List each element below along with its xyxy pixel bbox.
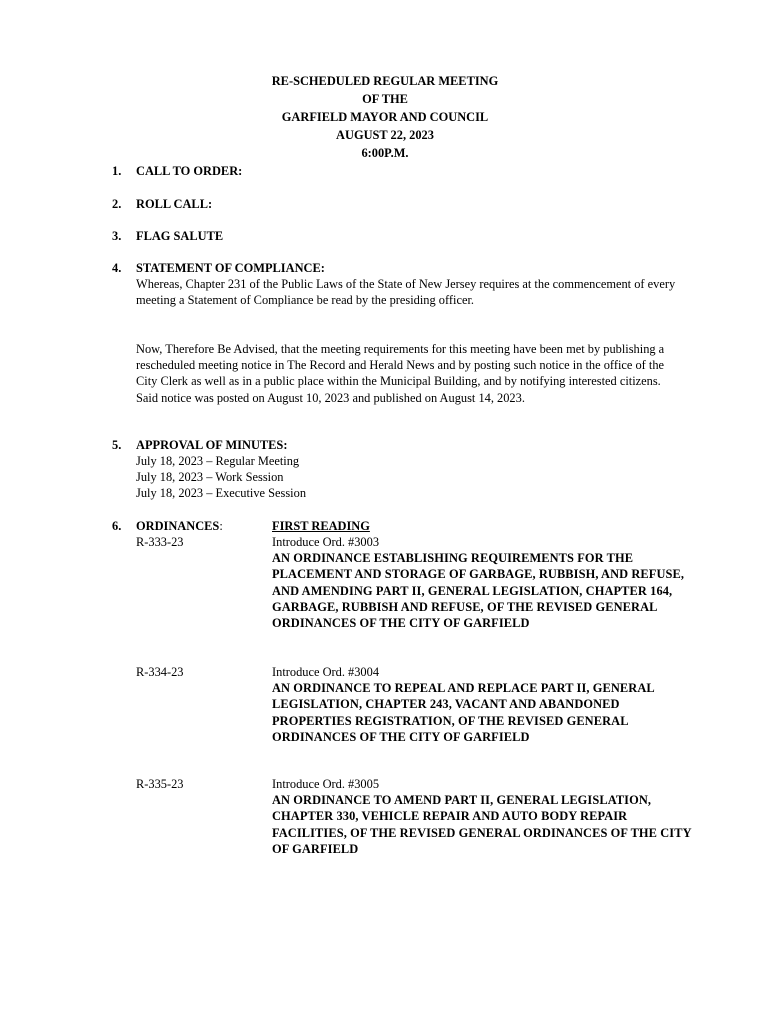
- title-colon: :: [219, 519, 223, 533]
- item-title: ORDINANCES: [136, 519, 220, 533]
- header-line-1: RE-SCHEDULED REGULAR MEETING: [271, 74, 499, 88]
- ordinance-intro: Introduce Ord. #3004: [272, 665, 380, 679]
- ordinance-intro: Introduce Ord. #3005: [272, 777, 380, 791]
- compliance-paragraph-2: Now, Therefore Be Advised, that the meeting requirements for this meeting have been met by publishing a rescheduled meeting notice in The Record and Herald News and by posting such notice in the office of the City Clerk as well as in a public place within the Municipal Building, and by notifying interested citizens. Said notice was posted on August 10, 2023 and published on August 14, 2023.: [136, 342, 665, 405]
- item-title: STATEMENT OF COMPLIANCE:: [136, 261, 325, 275]
- item-title: ROLL CALL:: [136, 197, 213, 211]
- header-line-5: 6:00P.M.: [361, 146, 409, 160]
- agenda-item-minutes: [112, 437, 287, 453]
- minutes-entry: July 18, 2023 – Regular Meeting: [136, 454, 300, 468]
- ordinance-description: [272, 776, 692, 857]
- item-number: 1.: [112, 164, 122, 178]
- item-title: APPROVAL OF MINUTES:: [136, 438, 288, 452]
- ordinance-title: AN ORDINANCE TO REPEAL AND REPLACE PART II, GENERAL LEGISLATION, CHAPTER 243, VACANT AND ABANDONED PROPERTIES REGISTRATION, OF THE REVISED GENERAL ORDINANCES OF THE CITY OF GARFIELD: [272, 681, 655, 744]
- minutes-list: [136, 453, 676, 502]
- minutes-entry: July 18, 2023 – Executive Session: [136, 486, 307, 501]
- agenda-item-flag-salute: [112, 228, 223, 244]
- compliance-paragraph-1: Whereas, Chapter 231 of the Public Laws of the State of New Jersey requires at the commencement of every meeting a Statement of Compliance be read by the presiding officer.: [136, 277, 676, 308]
- first-reading-heading: FIRST READING: [272, 519, 370, 533]
- header-line-2: OF THE: [362, 92, 408, 106]
- header-line-4: AUGUST 22, 2023: [336, 128, 434, 142]
- meeting-header: [0, 72, 770, 162]
- header-line-3: GARFIELD MAYOR AND COUNCIL: [281, 110, 489, 124]
- ordinance-intro: Introduce Ord. #3003: [272, 535, 380, 549]
- agenda-item-compliance: [112, 260, 325, 276]
- item-title: FLAG SALUTE: [136, 229, 224, 243]
- item-number: 5.: [112, 438, 122, 452]
- ordinance-description: [272, 534, 692, 631]
- item-number: 6.: [112, 519, 122, 533]
- item-number: 2.: [112, 197, 122, 211]
- item-number: 3.: [112, 229, 122, 243]
- minutes-entry: July 18, 2023 – Work Session: [136, 470, 284, 485]
- resolution-number: R-335-23: [136, 777, 184, 791]
- agenda-item-call-to-order: [112, 163, 242, 179]
- compliance-notice: [136, 341, 676, 406]
- ordinance-title: AN ORDINANCE TO AMEND PART II, GENERAL LEGISLATION, CHAPTER 330, VEHICLE REPAIR AND AUTO BODY REPAIR FACILITIES, OF THE REVISED GENERAL ORDINANCES OF THE CITY OF GARFIELD: [272, 793, 692, 856]
- item-number: 4.: [112, 261, 122, 275]
- agenda-item-ordinances: [112, 518, 223, 534]
- agenda-item-roll-call: [112, 196, 212, 212]
- compliance-text: [136, 276, 676, 308]
- ordinance-description: [272, 664, 692, 745]
- resolution-number: R-334-23: [136, 665, 184, 679]
- item-title: CALL TO ORDER:: [136, 164, 243, 178]
- ordinance-title: AN ORDINANCE ESTABLISHING REQUIREMENTS FOR THE PLACEMENT AND STORAGE OF GARBAGE, RUBBISH, AND REFUSE, AND AMENDING PART II, GENERAL LEGISLATION, CHAPTER 164, GARBAGE, RUBBISH AND REFUSE, OF THE REVISED GENERAL ORDINANCES OF THE CITY OF GARFIELD: [272, 551, 685, 631]
- resolution-number: R-333-23: [136, 535, 184, 549]
